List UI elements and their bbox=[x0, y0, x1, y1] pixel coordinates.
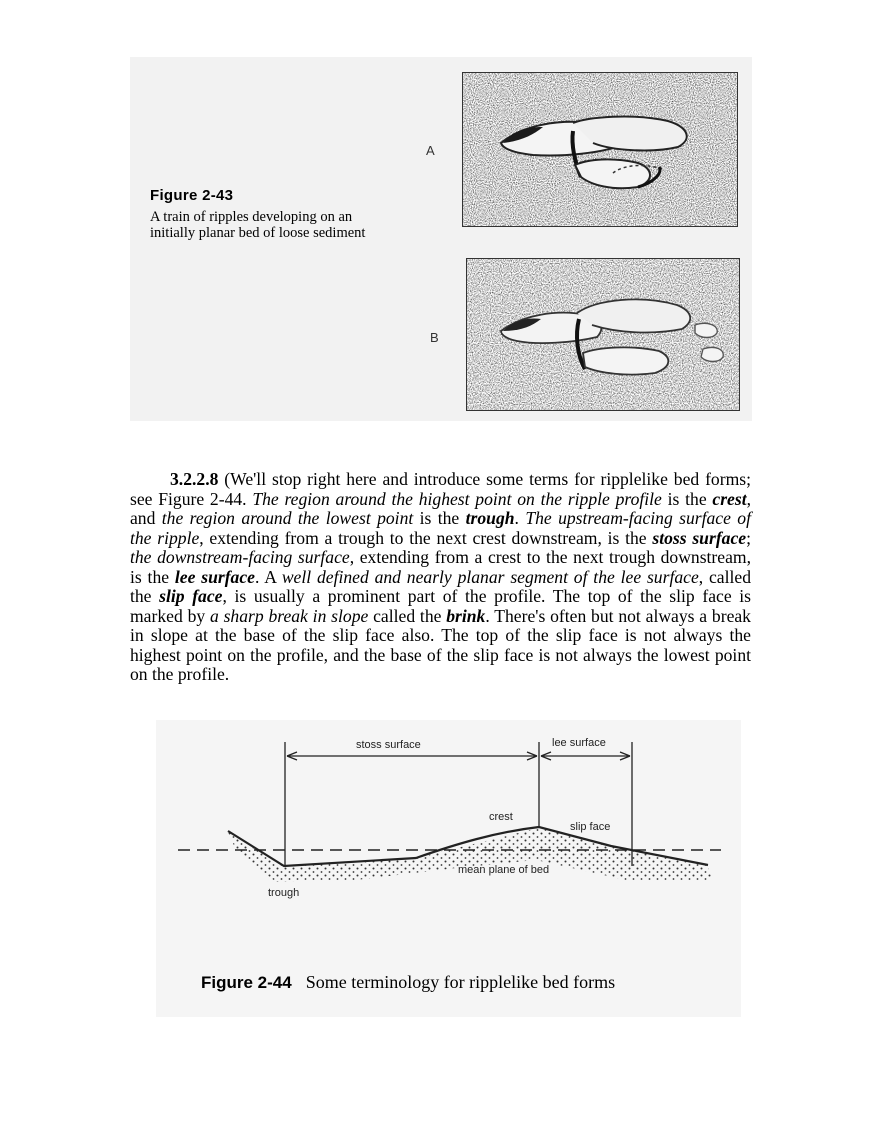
paragraph-segment: . A bbox=[254, 566, 282, 587]
label-stoss-surface: stoss surface bbox=[356, 739, 421, 751]
figure-2-44-caption bbox=[201, 972, 615, 993]
label-lee-surface: lee surface bbox=[552, 737, 606, 749]
paragraph-segment: , is usually a prominent part of the profile. The top of the slip face is marked by bbox=[130, 586, 752, 626]
paragraph-segment: The upstream-facing surface of the ripple bbox=[130, 508, 751, 548]
panel-a-label: A bbox=[426, 143, 435, 158]
figure-2-44-label: Figure 2-44 bbox=[201, 973, 292, 992]
ripple-terminology-diagram bbox=[156, 720, 741, 970]
paragraph-segment: the downstream-facing surface bbox=[130, 547, 350, 567]
figure-2-43-caption: A train of ripples developing on an initially planar bed of loose sediment bbox=[150, 209, 366, 241]
ripple-photo-panel-b bbox=[466, 258, 740, 411]
paragraph-3-2-2-8 bbox=[130, 470, 751, 685]
paragraph-segment: a sharp break in slope bbox=[209, 605, 369, 626]
paragraph-segment: (We'll stop right here and introduce some terms for ripplelike bed forms; see Figure 2-44. bbox=[130, 469, 751, 509]
paragraph-number: 3.2.2.8 bbox=[170, 469, 219, 489]
paragraph-segment: , and bbox=[130, 488, 751, 528]
figure-2-43-label: Figure 2-43 bbox=[150, 187, 234, 204]
defined-term: slip face bbox=[159, 586, 223, 606]
paragraph-body bbox=[130, 469, 751, 684]
defined-term: brink bbox=[446, 605, 486, 626]
paragraph-segment: The region around the highest point on the ripple profile bbox=[252, 488, 662, 509]
figure-2-43 bbox=[130, 57, 752, 421]
figure-2-44 bbox=[156, 720, 741, 1017]
label-crest: crest bbox=[489, 811, 513, 823]
label-trough: trough bbox=[268, 887, 300, 899]
paragraph-segment: is the bbox=[413, 508, 466, 528]
paragraph-segment: , called the bbox=[130, 566, 751, 606]
paragraph-segment: . There's often but not always a break in slope at the base of the slip face also. The top of the slip face is not always the highest point on the profile, and the base of the slip face is not always the lowest point on the profile. bbox=[130, 605, 751, 684]
label-slip-face: slip face bbox=[570, 821, 611, 833]
panel-b-label: B bbox=[430, 330, 439, 345]
paragraph-segment: , extending from a crest to the next trough downstream, is the bbox=[130, 547, 751, 587]
defined-term: stoss surface bbox=[652, 527, 747, 548]
paragraph-segment: ; bbox=[746, 527, 751, 548]
figure-2-44-caption-text: Some terminology for ripplelike bed forms bbox=[305, 972, 616, 992]
ripple-photo-a bbox=[463, 73, 737, 226]
paragraph-segment: called the bbox=[368, 605, 447, 626]
ripple-photo-panel-a bbox=[462, 72, 738, 227]
ripple-photo-b bbox=[467, 259, 739, 410]
paragraph-segment: . bbox=[514, 508, 526, 528]
paragraph-segment: well defined and nearly planar segment of the lee surface bbox=[281, 566, 699, 587]
paragraph-segment: the region around the lowest point bbox=[161, 508, 414, 528]
paragraph-segment: is the bbox=[661, 488, 713, 509]
defined-term: lee surface bbox=[174, 566, 255, 587]
label-mean-plane: mean plane of bed bbox=[458, 864, 550, 876]
paragraph-segment: , extending from a trough to the next crest downstream, is the bbox=[199, 527, 653, 548]
defined-term: crest bbox=[712, 488, 747, 509]
defined-term: trough bbox=[465, 508, 515, 528]
